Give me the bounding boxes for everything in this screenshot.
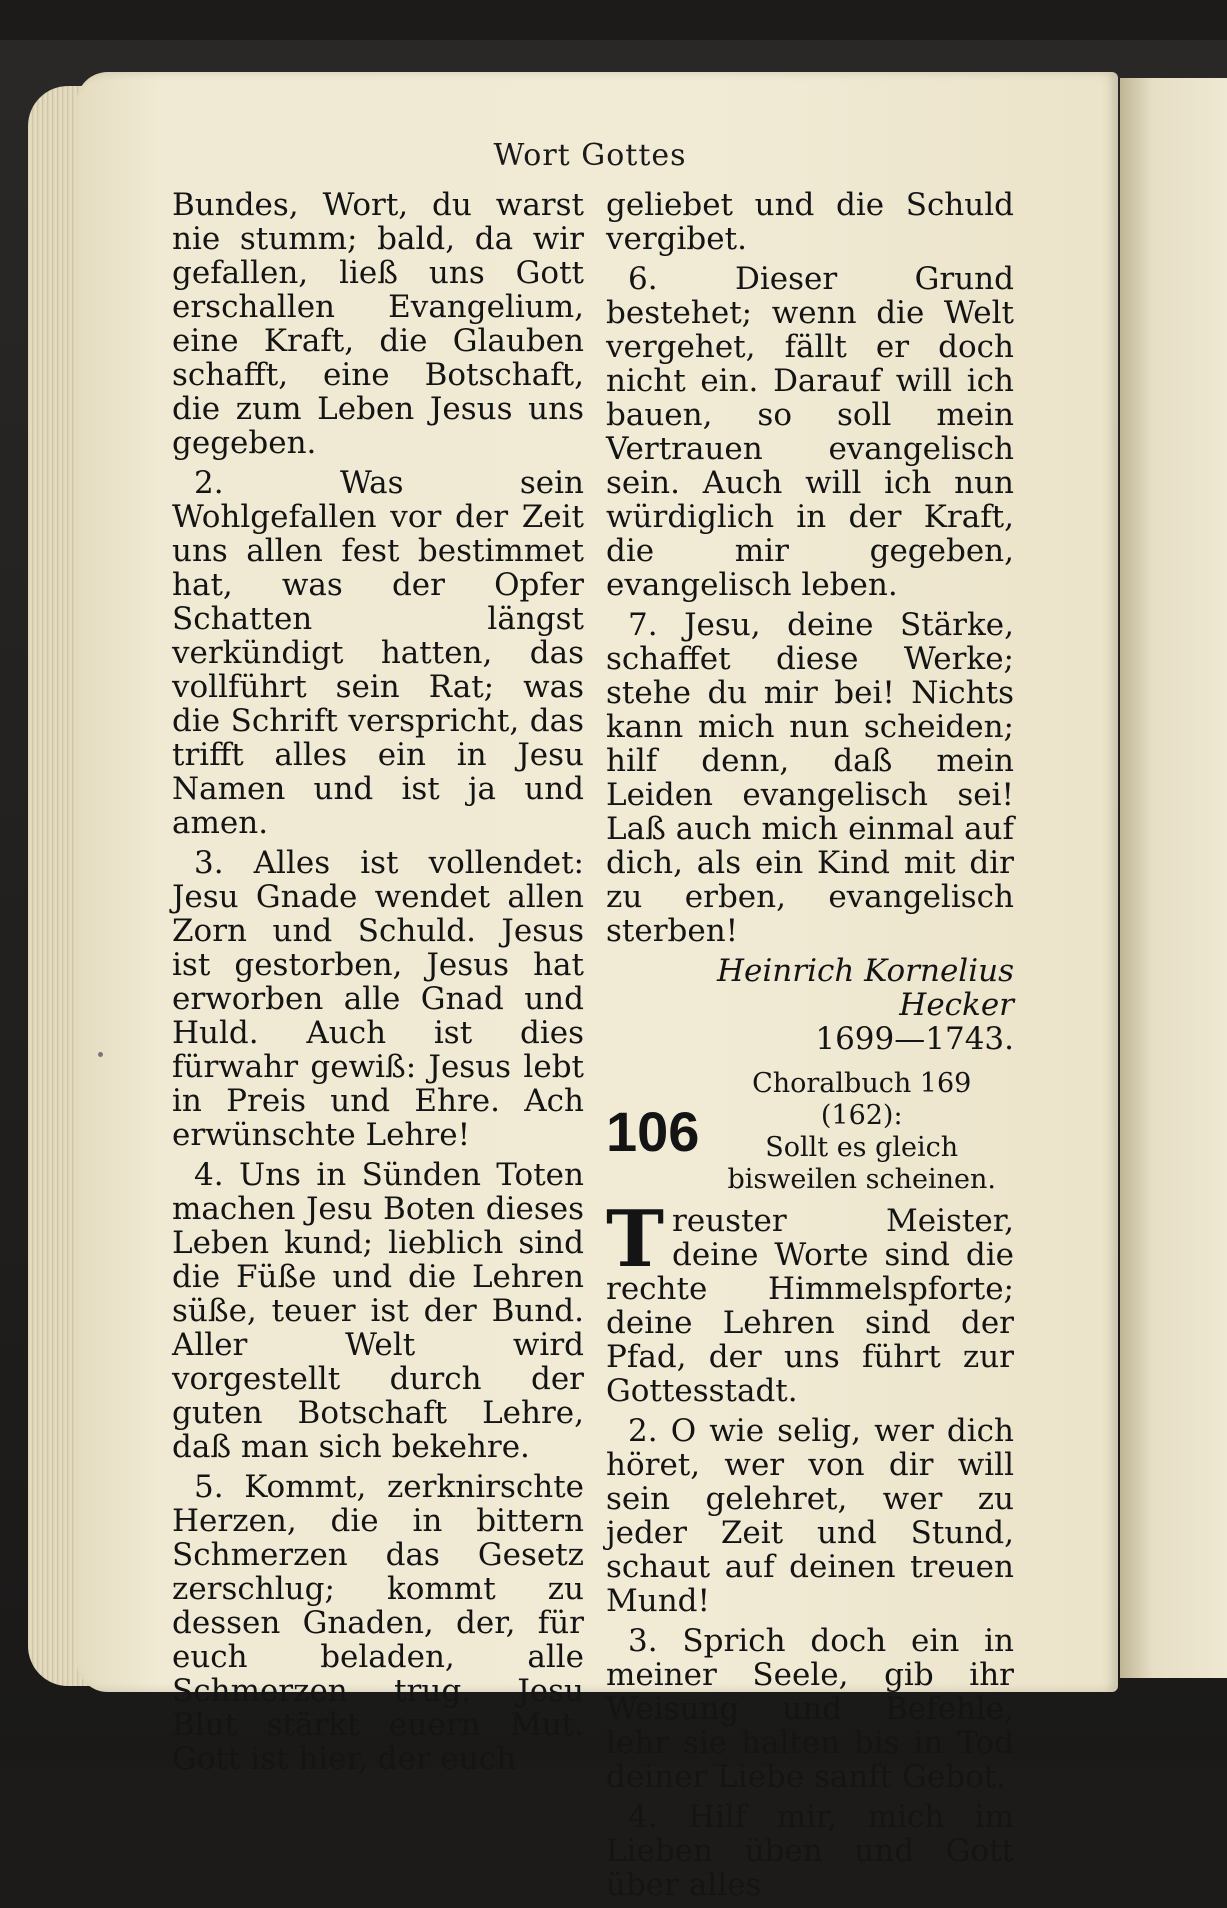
stanza-2: 2. Was sein Wohlgefallen vor der Zeit uns allen fest bestimmet hat, was der Opfer Schatten längst verkündigt hatten, das vollführt sein Rat; was die Schrift verspricht, das trifft alles ein in Jesu Namen und ist ja und amen.	[172, 465, 584, 841]
running-head: Wort Gottes	[493, 138, 687, 173]
stanza-5: 5. Kommt, zerknirschte Herzen, die in bittern Schmerzen das Gesetz zerschlug; kommt zu dessen Gnaden, der, für euch beladen, alle Schmerzen trug. Jesu Blut stärkt euern Mut. Gott ist hier, der euch	[172, 1469, 584, 1777]
stanza-6: 6. Dieser Grund bestehet; wenn die Welt vergehet, fällt er doch nicht ein. Darauf will ich bauen, so soll mein Vertrauen evangelisch sein. Auch will ich nun würdiglich in der Kraft, die mir gegeben, evangelisch leben.	[606, 261, 1014, 603]
hymn-header	[606, 1068, 1014, 1196]
stanza-continuation: Bundes, Wort, du warst nie stumm; bald, da wir gefallen, ließ uns Gott erschallen Evangelium, eine Kraft, die Glauben schafft, eine Botschaft, die zum Leben Jesus uns gegeben.	[172, 187, 584, 461]
dropcap: T	[606, 1194, 665, 1285]
hymn-stanza-2: 2. O wie selig, wer dich höret, wer von dir will sein gelehret, wer zu jeder Zeit und Stund, schaut auf deinen treuen Mund!	[606, 1413, 1014, 1619]
stanza-4: 4. Uns in Sünden Toten machen Jesu Boten dieses Leben kund; lieblich sind die Füße und die Lehren süße, teuer ist der Bund. Aller Welt wird vorgestellt durch der guten Botschaft Lehre, daß man sich bekehre.	[172, 1157, 584, 1465]
right-column	[606, 188, 1014, 1908]
hymn-tune-reference	[709, 1068, 1014, 1196]
stanza-continuation-right: geliebet und die Schuld vergibet.	[606, 187, 1014, 257]
hymn-stanza-1	[606, 1194, 1014, 1409]
page-mark	[98, 1052, 103, 1057]
hymn-author: Heinrich Kornelius Hecker	[717, 953, 1014, 1023]
hymn-number: 106	[606, 1100, 700, 1163]
left-column	[172, 188, 584, 1782]
facing-page-edge	[1120, 78, 1227, 1678]
hymn-stanza-3: 3. Sprich doch ein in meiner Seele, gib ihr Weisung und Befehle, lehr sie halten bis in Tod deiner Liebe sanft Gebot.	[606, 1623, 1014, 1795]
hymn-ref-line1: Choralbuch 169 (162):	[752, 1068, 972, 1131]
stanza-3: 3. Alles ist vollendet: Jesu Gnade wendet allen Zorn und Schuld. Jesus ist gestorben, Jesus hat erworben alle Gnad und Huld. Auch ist dies fürwahr gewiß: Jesus lebt in Preis und Ehre. Ach erwünschte Lehre!	[172, 845, 584, 1153]
hymn-stanza-1-text: reuster Meister, deine Worte sind die rechte Himmelspforte; deine Lehren sind der Pfad, der uns führt zur Gottesstadt.	[606, 1203, 1014, 1409]
hymn-years: 1699—1743.	[815, 1021, 1014, 1057]
stanza-7: 7. Jesu, deine Stärke, schaffet diese Werke; stehe du mir bei! Nichts kann mich nun scheiden; hilf denn, daß mein Leiden evangelisch sei! Laß auch mich einmal auf dich, als ein Kind mit dir zu erben, evangelisch sterben!	[606, 607, 1014, 949]
hymn-stanza-4: 4. Hilf mir, mich im Lieben üben und Gott über alles	[606, 1799, 1014, 1903]
hymn-ref-line2: Sollt es gleich bisweilen scheinen.	[727, 1132, 996, 1195]
